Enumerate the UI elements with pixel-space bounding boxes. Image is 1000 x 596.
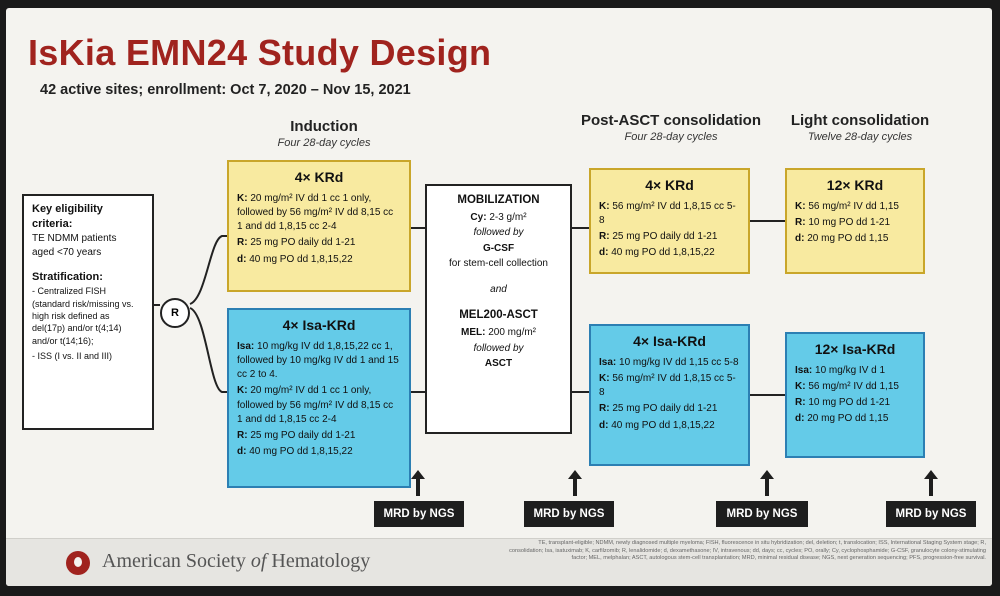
eligibility-line-1: TE NDMM patients <box>32 233 117 245</box>
isakrd-consolidation-k: K: 56 mg/m² IV dd 1,8,15 cc 5-8 <box>599 373 736 399</box>
isakrd-light-k: K: 56 mg/m² IV dd 1,15 <box>795 381 899 393</box>
krd-light-k: K: 56 mg/m² IV dd 1,15 <box>795 200 899 212</box>
post-asct-heading: Post-ASCT consolidation <box>581 112 761 129</box>
krd-light-d: d: 20 mg PO dd 1,15 <box>795 233 889 245</box>
krd-consolidation-k: K: 56 mg/m² IV dd 1,8,15 cc 5-8 <box>599 200 736 227</box>
up-arrow-icon <box>411 470 425 496</box>
isakrd-consolidation-d: d: 40 mg PO dd 1,8,15,22 <box>599 419 715 431</box>
stratification-item-fish: - Centralized FISH (standard risk/missing vs. high risk defined as del(17p) and/or t(4;14) and/or t(14;16); <box>32 286 134 346</box>
mobilization-cy: Cy: 2-3 g/m² <box>470 211 527 223</box>
isakrd-induction-r: R: 25 mg PO daily dd 1-21 <box>237 430 356 441</box>
krd-induction-k: K: 20 mg/m² IV dd 1 cc 1 only, followed by 56 mg/m² IV dd 8,15 cc 1 and dd 1,8,15 cc 2-4 <box>237 192 394 233</box>
mobilization-box <box>425 184 572 434</box>
isakrd-light-isa: Isa: 10 mg/kg IV d 1 <box>795 364 886 376</box>
mrd-badge-post-induction: MRD by NGS <box>524 501 614 527</box>
mel200-dose: MEL: 200 mg/m² <box>460 327 537 339</box>
isakrd-consolidation-box <box>589 324 750 466</box>
randomization-node: R <box>160 298 190 328</box>
krd-light-box <box>785 168 925 274</box>
krd-induction-d: d: 40 mg PO dd 1,8,15,22 <box>237 253 353 265</box>
mobilization-gcsf: G-CSF <box>482 242 515 254</box>
isakrd-induction-k: K: 20 mg/m² IV dd 1 cc 1 only, followed by 56 mg/m² IV dd 8,15 cc 1 and dd 1,8,15 cc 2-4 <box>237 385 394 425</box>
eligibility-box <box>22 194 154 430</box>
mrd-badge-post-light: MRD by NGS <box>886 501 976 527</box>
krd-consolidation-d: d: 40 mg PO dd 1,8,15,22 <box>599 247 715 259</box>
up-arrow-icon <box>924 470 938 496</box>
footnote-abbreviations: TE, transplant-eligible; NDMM, newly diagnosed multiple myeloma; FISH, fluorescence in situ hybridization; del, deletion; t, translocation; ISS, International Staging System stage; R, consolidation; Isa, isatuximab; K, carfilzomib; R, lenalidomide; d, dexamethasone; IV, intravenous; dd, days; cc, cycles; PO, orally; Cy, cyclophosphamide; G-CSF, granulocyte colony-stimulating factor; MEL, melphalan; ASCT, autologous stem-cell transplantation; MRD, minimal residual disease; NGS, next generation sequencing; PFS, progression-free survival. <box>509 540 986 562</box>
mel200-followed-by: followed by <box>473 342 524 354</box>
mobilization-collection: for stem-cell collection <box>449 258 548 270</box>
krd-consolidation-box <box>589 168 750 274</box>
up-arrow-icon <box>760 470 774 496</box>
isakrd-consolidation-isa: Isa: 10 mg/kg IV dd 1,15 cc 5-8 <box>599 356 739 368</box>
stratification-heading: Stratification: <box>32 270 103 283</box>
eligibility-line-2: aged <70 years <box>32 247 102 259</box>
isakrd-induction-isa: Isa: 10 mg/kg IV dd 1,8,15,22 cc 1, followed by 10 mg/kg IV dd 1 and 15 cc 2 to 4. <box>237 340 399 381</box>
krd-induction-r: R: 25 mg PO daily dd 1-21 <box>237 237 356 249</box>
society-name: American Society of Hematology <box>102 550 371 572</box>
mobilization-heading: MOBILIZATION <box>457 194 540 206</box>
page-subtitle: 42 active sites; enrollment: Oct 7, 2020 – Nov 15, 2021 <box>40 82 411 98</box>
eligibility-heading: Key eligibility criteria: <box>32 203 103 231</box>
post-asct-subheading: Four 28-day cycles <box>624 131 718 143</box>
mel200-heading: MEL200-ASCT <box>459 309 538 322</box>
krd-light-r: R: 10 mg PO dd 1-21 <box>795 217 891 229</box>
light-subheading: Twelve 28-day cycles <box>807 131 913 143</box>
mobilization-followed-by: followed by <box>473 227 524 239</box>
isakrd-induction-box <box>227 308 411 488</box>
mobilization-and: and <box>490 283 507 295</box>
mrd-badge-baseline: MRD by NGS <box>374 501 464 527</box>
isakrd-consolidation-title: 4× Isa-KRd <box>633 333 706 349</box>
mrd-badge-post-consolidation: MRD by NGS <box>716 501 808 527</box>
isakrd-induction-title: 4× Isa-KRd <box>282 317 356 333</box>
isakrd-light-box <box>785 332 925 458</box>
light-heading: Light consolidation <box>790 112 930 129</box>
slide <box>6 8 992 586</box>
mel200-asct: ASCT <box>484 358 513 370</box>
isakrd-light-d: d: 20 mg PO dd 1,15 <box>795 413 889 425</box>
krd-induction-box <box>227 160 411 292</box>
isakrd-light-title: 12× Isa-KRd <box>814 341 896 357</box>
induction-subheading: Four 28-day cycles <box>277 137 371 149</box>
isakrd-induction-d: d: 40 mg PO dd 1,8,15,22 <box>237 446 353 458</box>
ash-logo-icon <box>66 551 90 575</box>
krd-light-title: 12× KRd <box>826 177 884 193</box>
induction-heading: Induction <box>290 118 358 135</box>
krd-consolidation-r: R: 25 mg PO daily dd 1-21 <box>599 231 718 243</box>
stratification-item-iss: - ISS (I vs. II and III) <box>32 351 113 362</box>
up-arrow-icon <box>568 470 582 496</box>
isakrd-light-r: R: 10 mg PO dd 1-21 <box>795 397 891 409</box>
page-title: IsKia EMN24 Study Design <box>28 32 492 73</box>
krd-consolidation-title: 4× KRd <box>645 177 694 193</box>
krd-induction-title: 4× KRd <box>294 169 344 185</box>
isakrd-consolidation-r: R: 25 mg PO daily dd 1-21 <box>599 403 718 415</box>
